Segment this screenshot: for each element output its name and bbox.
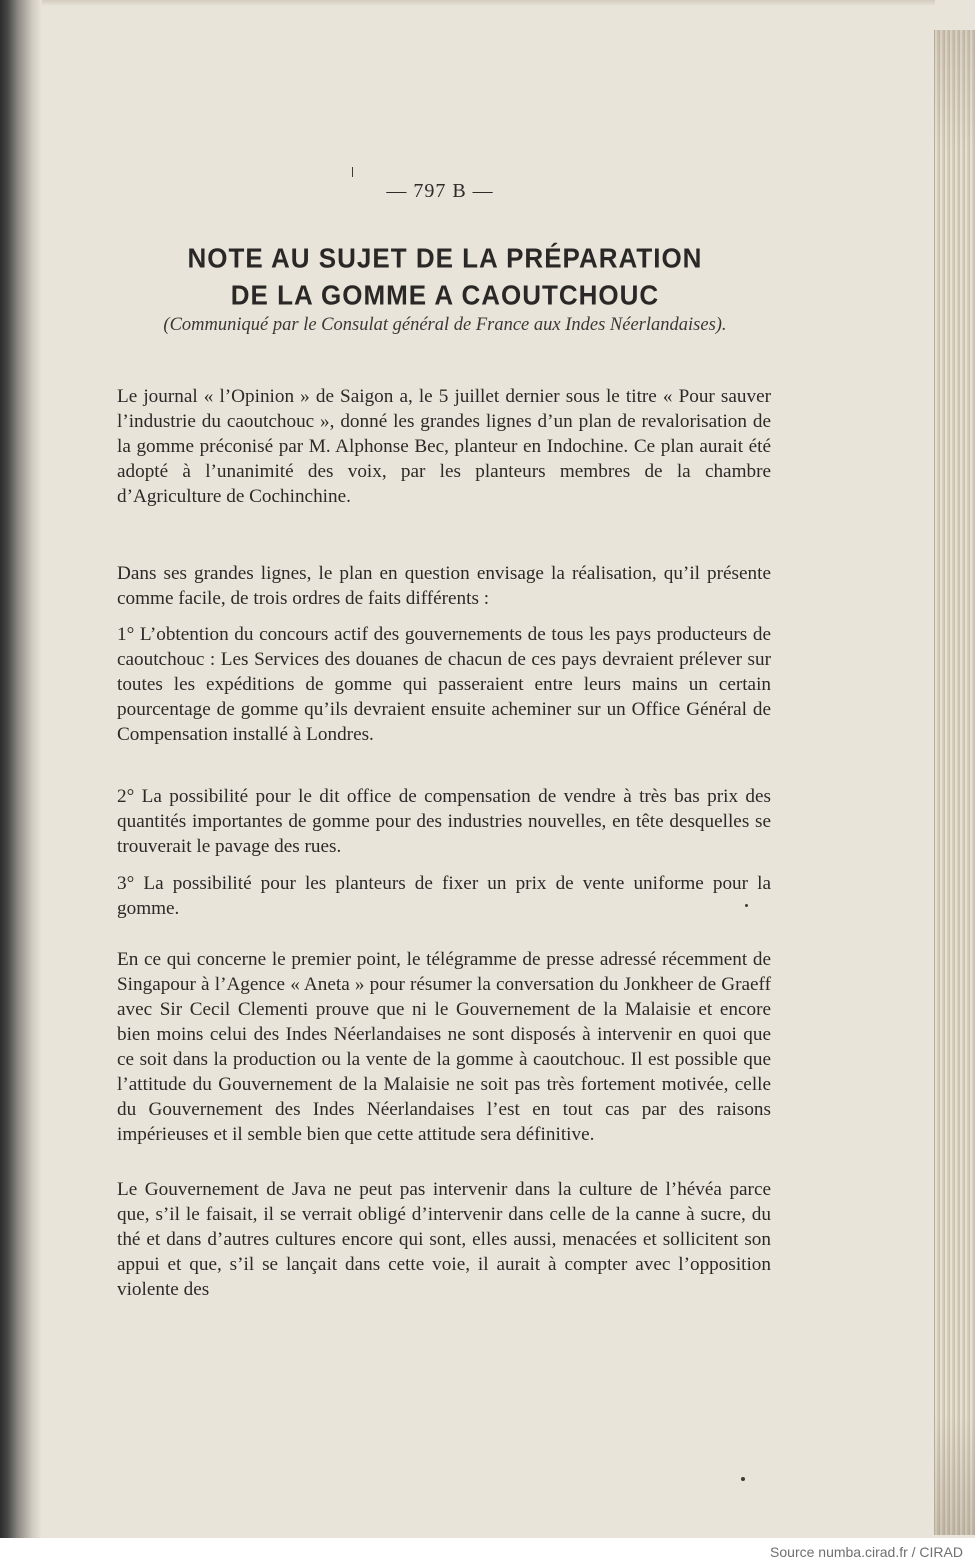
paragraph-3: 1° L’obtention du concours actif des gouvernements de tous les pays producteurs de caoutchouc : Les Services des douanes de chacun de ces pays devraient prélever sur toutes les expéditions de gomme qui passeraient entre leurs mains un certain pourcentage de gomme qu’ils devraient ensuite acheminer sur un Office Général de Compensation installé à Londres. bbox=[117, 624, 771, 745]
source-credit: Source numba.cirad.fr / CIRAD bbox=[770, 1544, 963, 1560]
paragraph-1: Le journal « l’Opinion » de Saigon a, le 5 juillet dernier sous le titre « Pour sauver l’industrie du caoutchouc », donné les grandes lignes d’un plan de revalorisation de la gomme préconisé par M. Alphonse Bec, planteur en Indochine. Ce plan aurait été adopté à l’unanimité des voix, par les planteurs membres de la chambre d’Agriculture de Cochinchine. bbox=[117, 386, 771, 507]
paragraph-4: 2° La possibilité pour le dit office de compensation de vendre à très bas prix des quantités importantes de gomme pour des industries nouvelles, en tête desquelles se trouverait le pavage des rues. bbox=[117, 786, 771, 857]
page-top-edge bbox=[42, 0, 935, 6]
page-stack-edges bbox=[934, 30, 975, 1535]
book-spine-shadow bbox=[0, 0, 42, 1538]
ink-speck bbox=[352, 167, 353, 177]
ink-speck bbox=[741, 1477, 745, 1481]
paragraph-7: Le Gouvernement de Java ne peut pas intervenir dans la culture de l’hévéa parce que, s’il le faisait, il se verrait obligé d’intervenir dans celle de la canne à sucre, du thé et dans d’autres cultures encore qui sont, elles aussi, menacées et sollicitent son appui et que, s’il se lançait dans cette voie, il aurait à compter avec l’opposition violente des bbox=[117, 1179, 771, 1300]
paragraph-2: Dans ses grandes lignes, le plan en question envisage la réalisation, qu’il présente comme facile, de trois ordres de faits différents : bbox=[117, 563, 771, 609]
title-line-2: DE LA GOMME A CAOUTCHOUC bbox=[230, 279, 660, 311]
subtitle: (Communiqué par le Consulat général de France aux Indes Néerlandaises). bbox=[163, 315, 727, 335]
ink-speck bbox=[745, 904, 748, 907]
page-number: — 797 B — bbox=[386, 180, 494, 202]
paragraph-5: 3° La possibilité pour les planteurs de fixer un prix de vente uniforme pour la gomme. bbox=[117, 873, 771, 919]
title-line-1: NOTE AU SUJET DE LA PRÉPARATION bbox=[187, 242, 703, 274]
paragraph-6: En ce qui concerne le premier point, le télégramme de presse adressé récemment de Singapour à l’Agence « Aneta » pour résumer la conversation du Jonkheer de Graeff avec Sir Cecil Clementi prouve que ni le Gouvernement de la Malaisie et encore bien moins celui des Indes Néerlandaises ne sont disposés à intervenir en quoi que ce soit dans la production ou la vente de la gomme à caoutchouc. Il est possible que l’attitude du Gouvernement de la Malaisie ne soit pas très fortement motivée, celle du Gouvernement des Indes Néerlandaises l’est en tout cas par des raisons impérieuses et il semble bien que cette attitude sera définitive. bbox=[117, 949, 771, 1145]
